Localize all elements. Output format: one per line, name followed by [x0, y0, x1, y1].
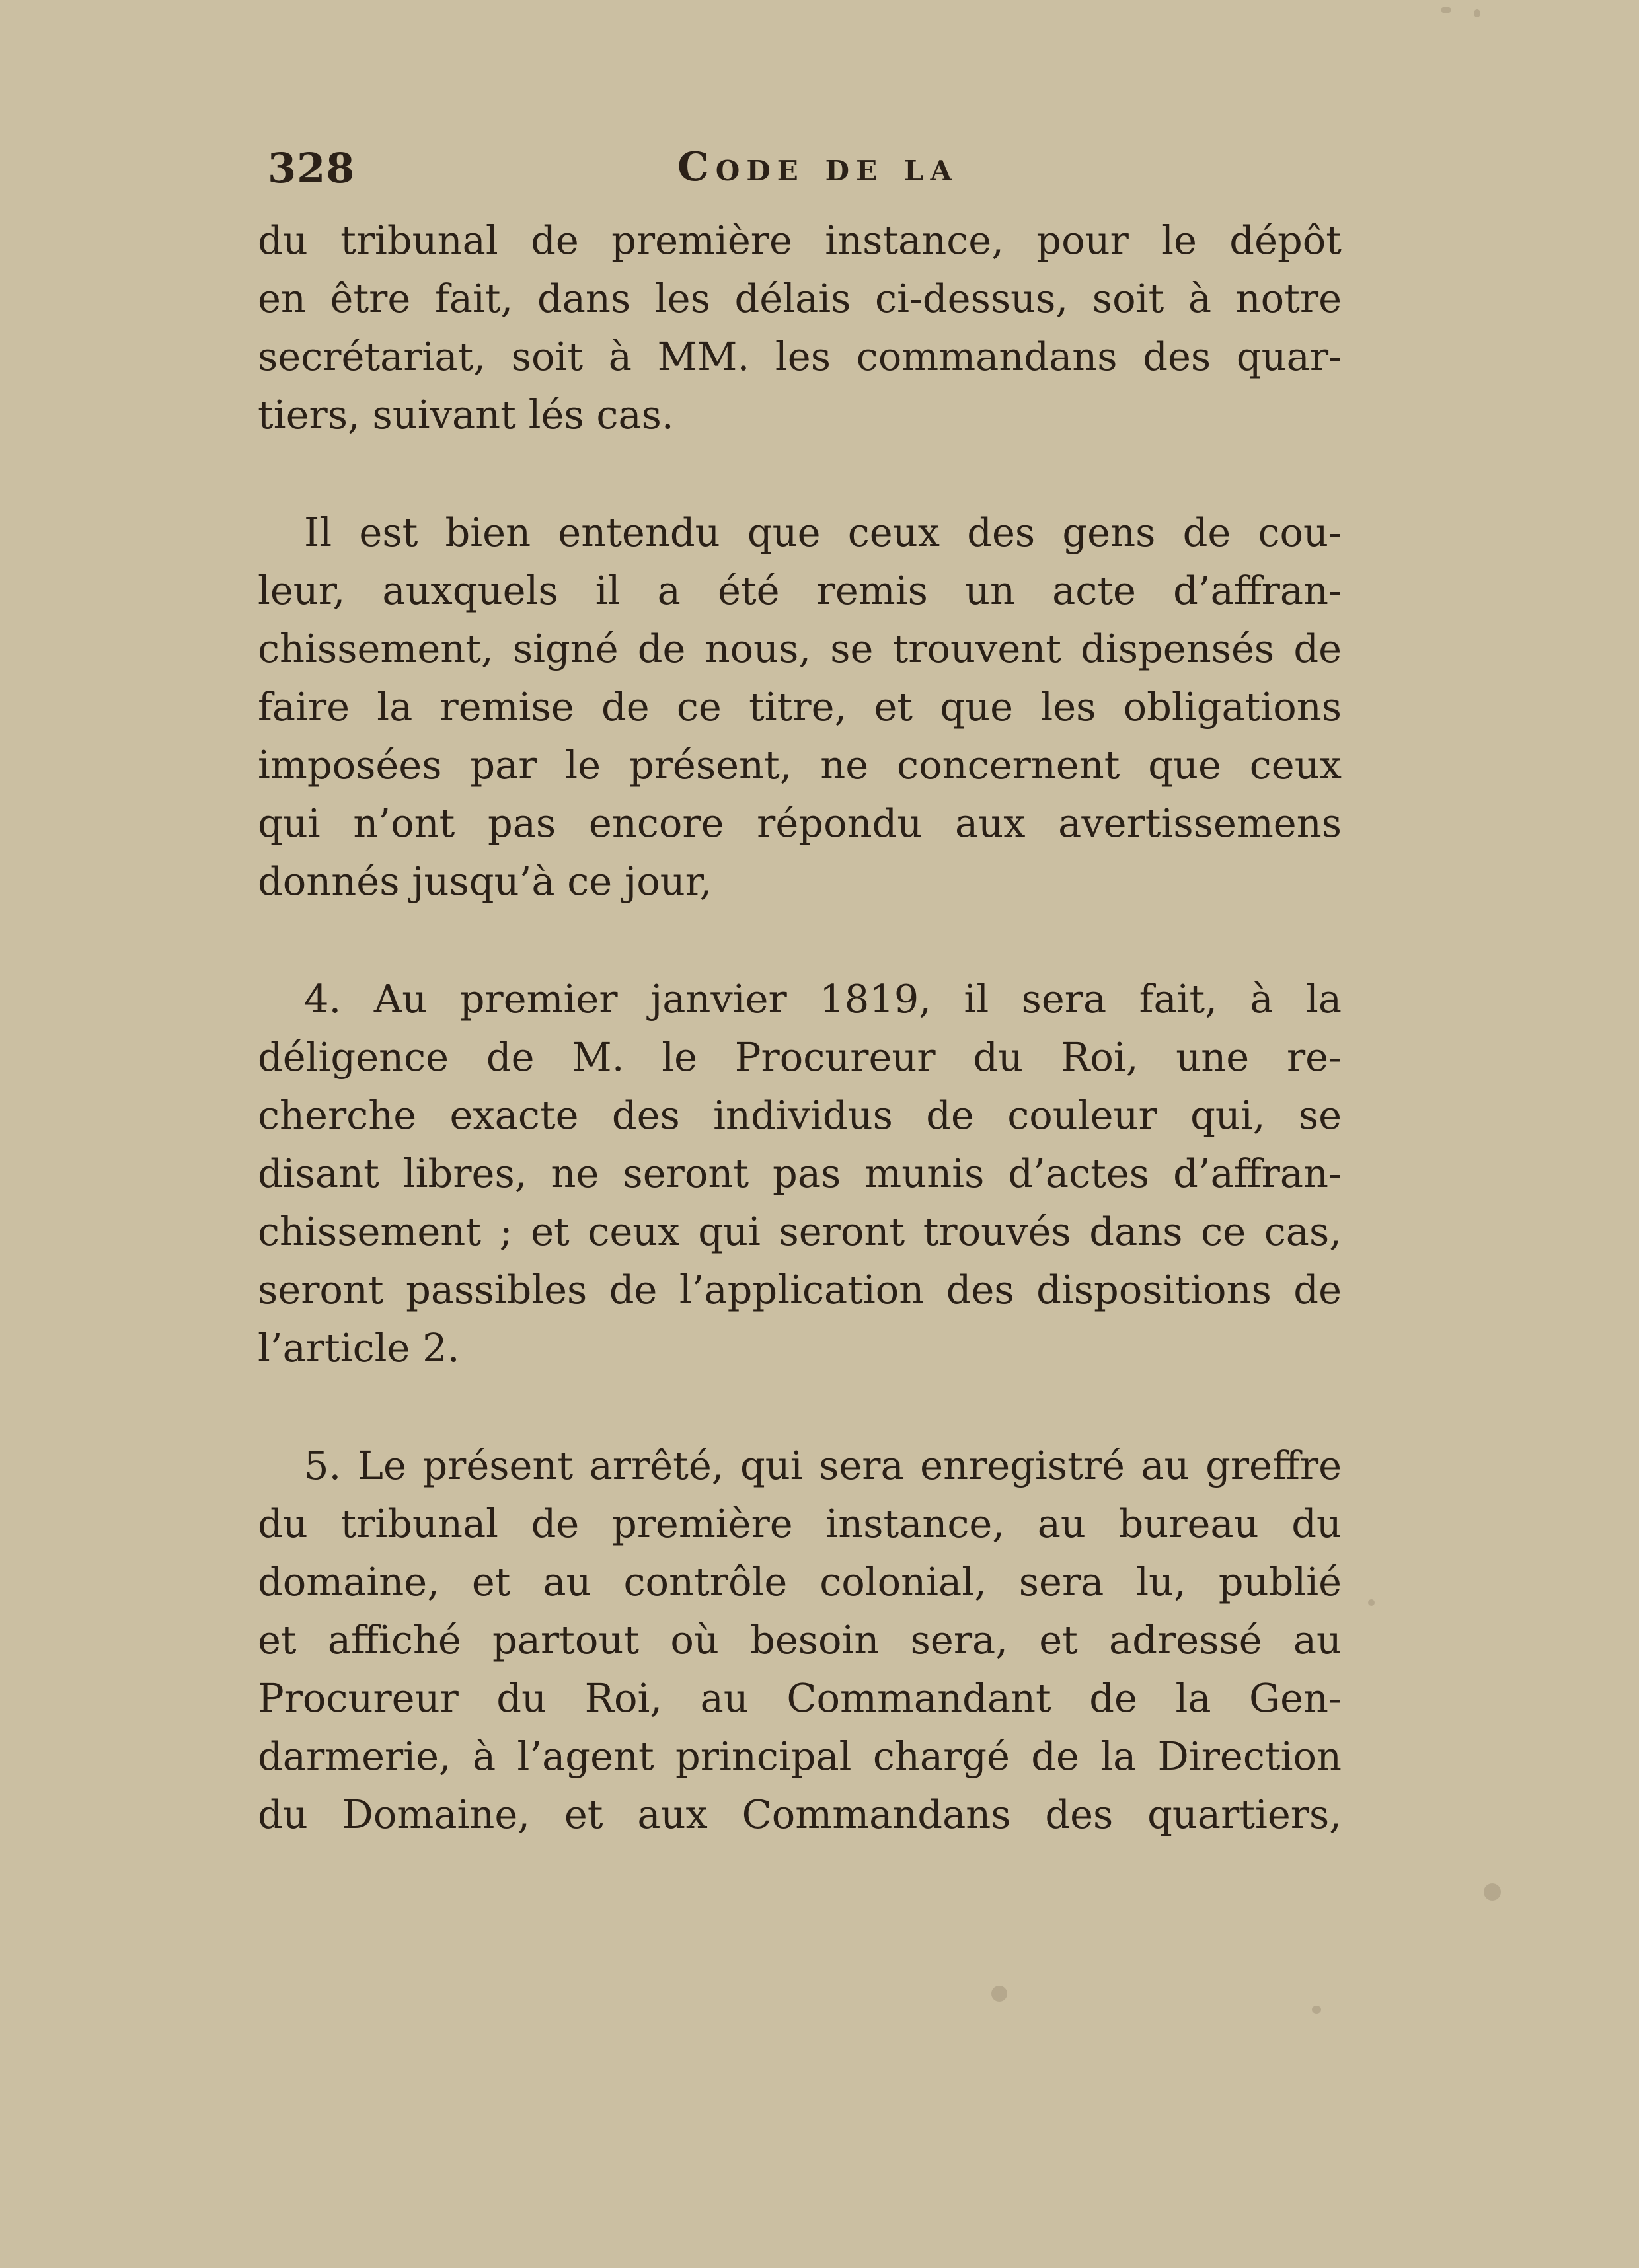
text-line: en être fait, dans les délais ci-dessus, soit à notre	[258, 276, 1342, 321]
paragraph-note	[258, 504, 1342, 911]
text-line: faire la remise de ce titre, et que les obligations	[258, 684, 1342, 730]
text-line: chissement, signé de nous, se trouvent dispensés de	[258, 626, 1342, 671]
page-number: 328	[268, 144, 356, 192]
paragraph-continuation	[258, 211, 1342, 444]
paper-speck	[991, 1986, 1007, 2002]
text-line: cherche exacte des individus de couleur qui, se	[258, 1092, 1342, 1138]
text-line: donnés jusqu’à ce jour,	[258, 858, 712, 904]
text-line: disant libres, ne seront pas munis d’actes d’affran-	[258, 1151, 1342, 1196]
text-line: qui n’ont pas encore répondu aux avertissemens	[258, 800, 1342, 846]
text-line: du tribunal de première instance, pour le dépôt	[258, 217, 1342, 263]
paper-speck	[1484, 1883, 1501, 1901]
text-line: déligence de M. le Procureur du Roi, une re-	[258, 1034, 1342, 1080]
text-line: domaine, et au contrôle colonial, sera lu, publié	[258, 1559, 1342, 1605]
page-header	[268, 144, 1325, 197]
text-line: 4. Au premier janvier 1819, il sera fait, à la	[304, 976, 1342, 1022]
text-line: darmerie, à l’agent principal chargé de la Direction	[258, 1733, 1342, 1779]
text-line: leur, auxquels il a été remis un acte d’affran-	[258, 568, 1342, 613]
paper-speck	[1474, 9, 1480, 17]
page-body	[258, 211, 1342, 1844]
paragraph-article-5	[258, 1437, 1342, 1844]
text-line: du tribunal de première instance, au bureau du	[258, 1501, 1342, 1546]
text-line: Il est bien entendu que ceux des gens de cou-	[304, 510, 1342, 555]
paper-speck	[1368, 1599, 1375, 1606]
text-line: chissement ; et ceux qui seront trouvés dans ce cas,	[258, 1209, 1342, 1254]
paragraph-spacer	[258, 444, 1342, 504]
text-line: secrétariat, soit à MM. les commandans des quar-	[258, 334, 1342, 379]
paragraph-article-4	[258, 970, 1342, 1377]
text-line: du Domaine, et aux Commandans des quartiers,	[258, 1792, 1342, 1837]
text-line: Procureur du Roi, au Commandant de la Gen-	[258, 1675, 1342, 1721]
text-line: imposées par le présent, ne concernent que ceux	[258, 742, 1342, 788]
text-line: 5. Le présent arrêté, qui sera enregistré au greffre	[304, 1443, 1342, 1488]
running-title: Code de la	[677, 144, 959, 190]
text-line: tiers, suivant lés cas.	[258, 392, 674, 437]
text-line: et affiché partout où besoin sera, et adressé au	[258, 1617, 1342, 1663]
paper-speck	[1441, 7, 1451, 13]
paragraph-spacer	[258, 911, 1342, 970]
text-line: seront passibles de l’application des dispositions de	[258, 1267, 1342, 1312]
paper-speck	[1312, 2006, 1321, 2014]
paragraph-spacer	[258, 1377, 1342, 1437]
text-line: l’article 2.	[258, 1325, 460, 1371]
